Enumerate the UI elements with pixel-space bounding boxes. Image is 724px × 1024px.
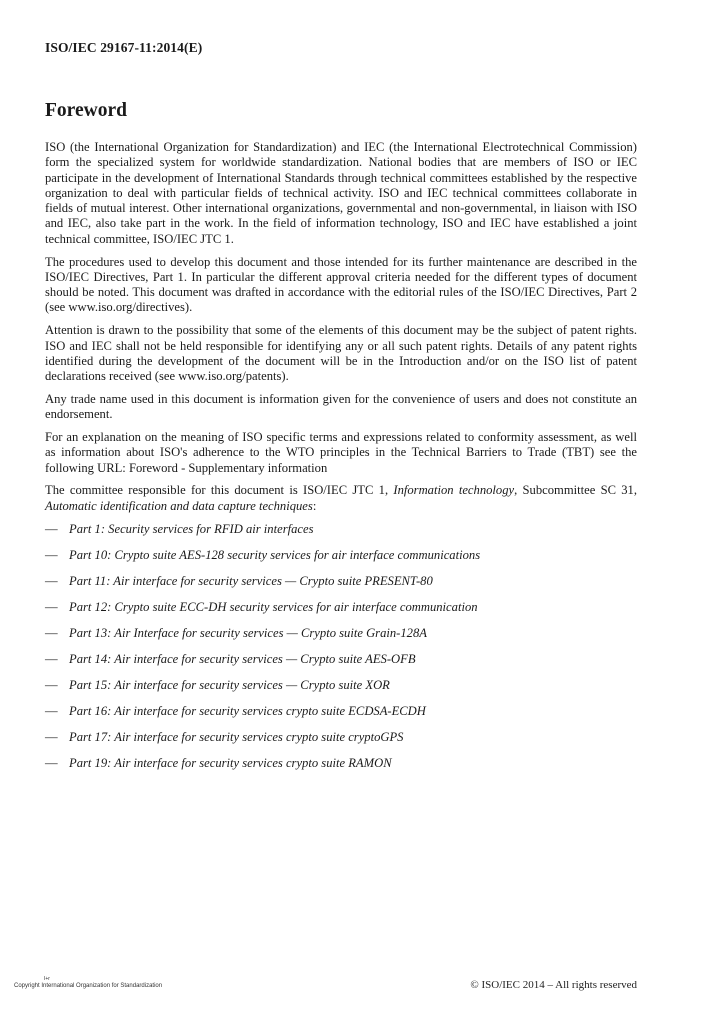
paragraph-committee bbox=[45, 483, 637, 514]
committee-prefix: The committee responsible for this document is ISO/IEC JTC 1, bbox=[45, 483, 394, 498]
part-title: Part 11: Air interface for security services — Crypto suite PRESENT-80 bbox=[69, 573, 433, 588]
paragraph-iso-iec: ISO (the International Organization for Standardization) and IEC (the International Electrotechnical Commission) form the specialized system for worldwide standardization. National bodies that are members of ISO or IEC participate in the development of International Standards through technical committees established by the respective organization to deal with particular fields of technical activity. ISO and IEC technical committees collaborate in fields of mutual interest. Other international organizations, governmental and non-governmental, in liaison with ISO and IEC, also take part in the work. In the field of information technology, ISO and IEC have established a joint technical committee, ISO/IEC JTC 1. bbox=[45, 140, 637, 246]
footer-copyright-left bbox=[14, 976, 162, 990]
part-title: Part 16: Air interface for security services crypto suite ECDSA-ECDH bbox=[69, 703, 426, 718]
footer-copyright-right: © ISO/IEC 2014 – All rights reserved bbox=[470, 979, 637, 991]
list-item bbox=[45, 678, 637, 704]
committee-sc-name: Automatic identification and data capture techniques bbox=[45, 498, 313, 513]
list-item bbox=[45, 548, 637, 574]
committee-tc-name: Information technology bbox=[393, 483, 515, 498]
dash-bullet: — bbox=[45, 625, 58, 640]
list-item bbox=[45, 574, 637, 600]
part-title: Part 17: Air interface for security services crypto suite cryptoGPS bbox=[69, 729, 404, 744]
paragraph-procedures: The procedures used to develop this document and those intended for its further maintenance are described in the ISO/IEC Directives, Part 1. In particular the different approval criteria needed for the different types of document should be noted. This document was drafted in accordance with the editorial rules of the ISO/IEC Directives, Part 2 (see www.iso.org/directives). bbox=[45, 254, 637, 315]
parts-list bbox=[45, 522, 637, 782]
dash-bullet: — bbox=[45, 599, 58, 614]
dash-bullet: — bbox=[45, 573, 58, 588]
part-title: Part 1: Security services for RFID air interfaces bbox=[69, 521, 314, 536]
dash-bullet: — bbox=[45, 651, 58, 666]
page-title: Foreword bbox=[45, 100, 127, 121]
committee-middle: , Subcommittee SC 31, bbox=[514, 483, 638, 498]
list-item bbox=[45, 522, 637, 548]
paragraph-wto: For an explanation on the meaning of ISO specific terms and expressions related to conformity assessment, as well as information about ISO's adherence to the WTO principles in the Technical Barriers to Trade (TBT) see the following URL: Foreword - Supplementary information bbox=[45, 430, 637, 475]
list-item bbox=[45, 600, 637, 626]
part-title: Part 10: Crypto suite AES-128 security services for air interface communications bbox=[69, 547, 481, 562]
document-identifier: ISO/IEC 29167-11:2014(E) bbox=[45, 40, 203, 55]
footer-mark: I+r bbox=[44, 976, 50, 982]
list-item bbox=[45, 626, 637, 652]
dash-bullet: — bbox=[45, 547, 58, 562]
dash-bullet: — bbox=[45, 729, 58, 744]
list-item bbox=[45, 704, 637, 730]
part-title: Part 14: Air interface for security services — Crypto suite AES-OFB bbox=[69, 651, 416, 666]
dash-bullet: — bbox=[45, 755, 58, 770]
dash-bullet: — bbox=[45, 521, 58, 536]
paragraph-patents: Attention is drawn to the possibility that some of the elements of this document may be the subject of patent rights. ISO and IEC shall not be held responsible for identifying any or all such patent rights. Details of any patent rights identified during the development of the document will be in the Introduction and/or on the ISO list of patent declarations received (see www.iso.org/patents). bbox=[45, 323, 637, 384]
part-title: Part 15: Air interface for security services — Crypto suite XOR bbox=[69, 677, 390, 692]
foreword-body bbox=[45, 140, 637, 782]
dash-bullet: — bbox=[45, 703, 58, 718]
list-item bbox=[45, 756, 637, 782]
dash-bullet: — bbox=[45, 677, 58, 692]
footer-copyright-text: Copyright International Organization for Standardization bbox=[14, 983, 163, 989]
list-item bbox=[45, 652, 637, 678]
part-title: Part 12: Crypto suite ECC-DH security services for air interface communication bbox=[69, 599, 478, 614]
part-title: Part 19: Air interface for security services crypto suite RAMON bbox=[69, 755, 392, 770]
committee-suffix: : bbox=[312, 498, 317, 513]
list-item bbox=[45, 730, 637, 756]
paragraph-trade-name: Any trade name used in this document is information given for the convenience of users and does not constitute an endorsement. bbox=[45, 391, 637, 422]
part-title: Part 13: Air Interface for security services — Crypto suite Grain-128A bbox=[69, 625, 427, 640]
